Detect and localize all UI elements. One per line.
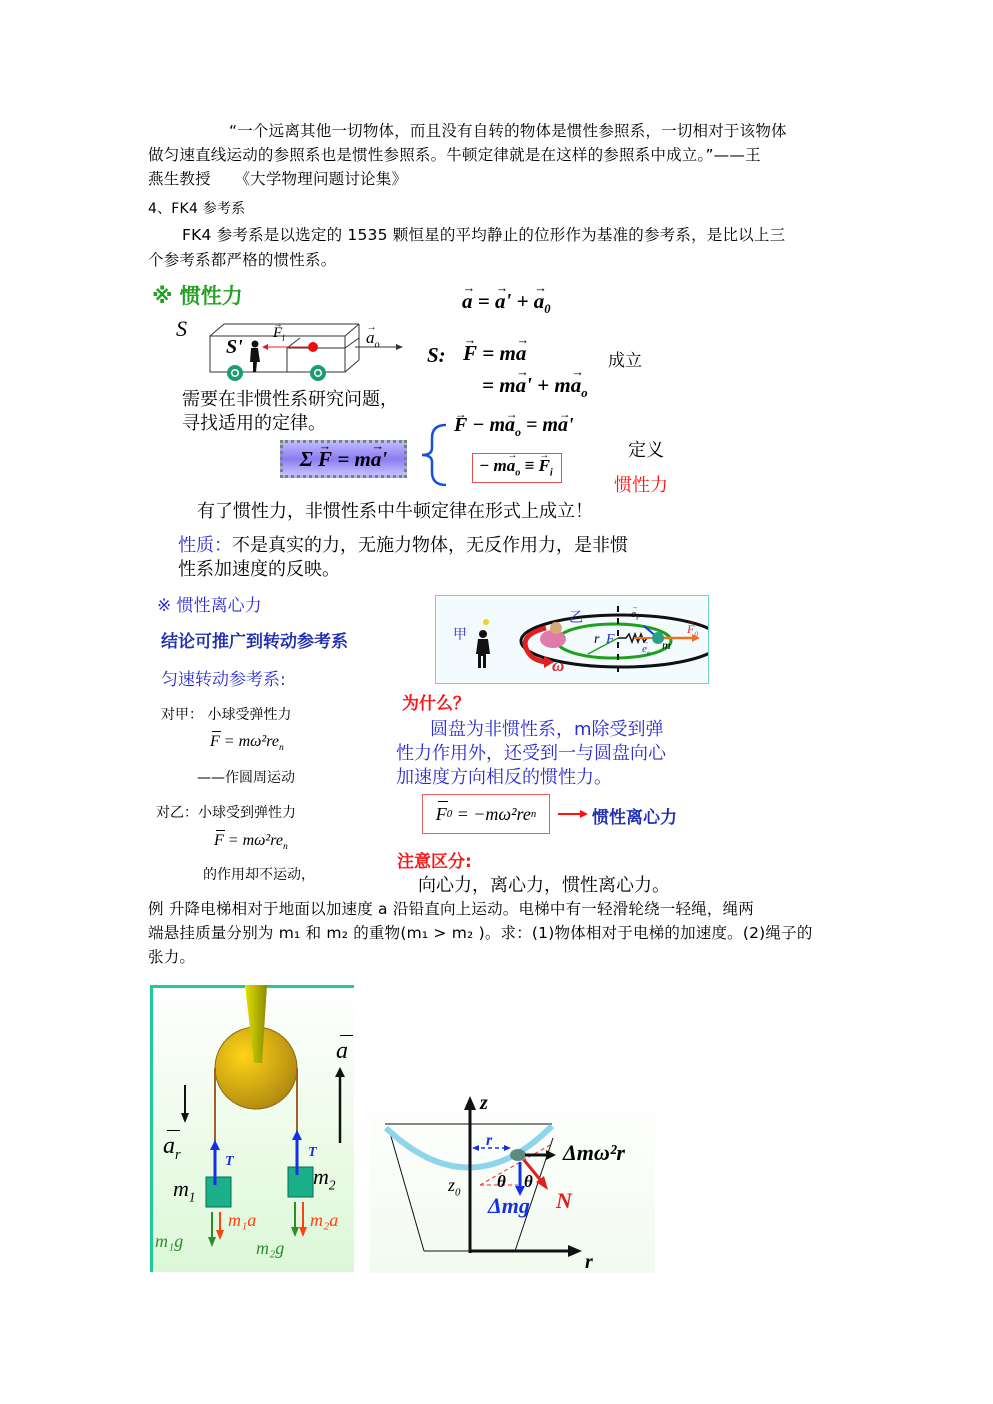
figure-label-yi: 乙 [569, 610, 583, 626]
pulley-label-a: a [336, 1038, 348, 1064]
property-line-2: 性系加速度的反映。 [178, 559, 340, 580]
quote-line-1: “一个远离其他一切物体，而且没有自转的物体是惯性参照系，一切相对于该物体 [229, 122, 787, 140]
brace-icon [418, 422, 450, 488]
normal-force-label: N [556, 1188, 572, 1213]
figure-label-e-n: → $e_n$ [642, 643, 650, 657]
pulley-label-T2: T [308, 1145, 317, 1160]
frame-s-prefix: S: [427, 343, 446, 367]
example-line-3: 张力。 [148, 948, 196, 966]
conclusion-text: 有了惯性力，非惯性系中牛顿定律在形式上成立！ [197, 501, 593, 522]
quote-line-3: 燕生教授 《大学物理问题讨论集》 [148, 170, 408, 188]
quote-line-2: 做匀速直线运动的参照系也是惯性参照系。牛顿定律就是在这样的参照系中成立。”——王 [148, 146, 761, 164]
need-line-1: 需要在非惯性系研究问题， [182, 389, 398, 410]
pulley-figure [150, 985, 354, 1272]
figure-label-e-tau: → $e_\tau$ [631, 608, 638, 622]
newton-law-s: → F = m→ a [463, 341, 526, 366]
frame-label-s: S [176, 316, 187, 341]
z0-label: $z_0$ [448, 1175, 461, 1199]
why-label: 为什么？ [402, 694, 470, 714]
acceleration-equation: → a = → a' + → $a_0$ [462, 289, 551, 317]
car-frame-label: S' [226, 336, 243, 358]
spring-force-equation-yi: $F = m\omega^2re_n$ [214, 832, 288, 853]
figure-label-F0: → $F_0$ [687, 622, 698, 638]
define-label: 定义 [628, 440, 664, 461]
spring-force-equation-jia: $F = m\omega^2re_n$ [210, 733, 284, 754]
generalize-text: 结论可推广到转动参考系 [161, 632, 348, 652]
uniform-rotation-label: 匀速转动参考系: [161, 670, 286, 690]
car-acceleration-label: → $a_o$ [366, 328, 380, 350]
example-line-1: 例 升降电梯相对于地面以加速度 a 沿铅直向上运动。电梯中有一轻滑轮绕一轻绳，绳两 [148, 900, 754, 918]
pulley-label-m2: $m_2$ [313, 1164, 336, 1193]
theta-label-2: θ [524, 1172, 533, 1191]
holds-label: 成立 [608, 351, 642, 371]
figure-label-r: r [594, 632, 600, 647]
rotating-disc-figure [435, 595, 709, 684]
fk4-line-1: FK4 参考系是以选定的 1535 颗恒星的平均静止的位形作为基准的参考系，是比以上三 [182, 226, 786, 244]
arrow-right-icon [556, 808, 590, 820]
centrifugal-force-label: Δmω²r [563, 1140, 625, 1165]
radius-label: r [486, 1132, 493, 1149]
theta-label-1: θ [497, 1172, 506, 1191]
pulley-label-m1: $m_1$ [173, 1176, 196, 1205]
centrifugal-force-equation-box: F 0 = −mω²re n [422, 794, 550, 834]
figure-label-F: F [606, 632, 615, 647]
car-inertial-force-label: → $F_i$ [273, 325, 285, 343]
for-yi-text: 对乙：小球受到弹性力 [156, 805, 296, 821]
explain-line-2: 性力作用外，还受到一与圆盘向心 [396, 743, 666, 764]
note-text: 向心力，离心力，惯性离心力。 [418, 875, 670, 896]
no-motion-text: 的作用却不运动， [203, 867, 315, 883]
brace-equation-1: → $F - m\to a_o = m\to a'$ [454, 414, 574, 440]
pulley-label-m1g: m₁g [155, 1231, 184, 1251]
inertial-force-title: ※ 惯性力 [152, 284, 243, 308]
gravity-label: Δmg [488, 1193, 530, 1218]
pulley-label-m2g: m₂g [256, 1238, 285, 1258]
inertial-force-label: 惯性力 [614, 475, 668, 496]
pulley-label-m1a: m₁a [228, 1210, 257, 1230]
inertial-force-definition-box: − $m\to a_o$ ≡ → $F_i$ [472, 453, 562, 483]
figure-label-omega: ω [552, 656, 565, 675]
rotating-bucket-figure [370, 1088, 655, 1273]
centrifugal-force-label: 惯性离心力 [592, 808, 677, 828]
pulley-label-T1: T [225, 1154, 234, 1169]
circular-motion-text: ——作圆周运动 [197, 770, 295, 786]
explain-line-1: 圆盘为非惯性系，m除受到弹 [430, 719, 664, 740]
fk4-line-2: 个参考系都严格的惯性系。 [148, 251, 337, 269]
figure-label-m: m [662, 638, 671, 652]
explain-line-3: 加速度方向相反的惯性力。 [396, 767, 612, 788]
pulley-label-ar: $a_r$ [163, 1133, 181, 1163]
note-label: 注意区分: [397, 852, 472, 872]
need-line-2: 寻找适用的定律。 [182, 413, 326, 434]
axis-label-r: r [585, 1251, 593, 1273]
section-heading-fk4: 4、FK4 参考系 [148, 201, 246, 217]
example-line-2: 端悬挂质量分别为 m₁ 和 m₂ 的重物(m₁ > m₂ )。求：(1)物体相对于电梯的加速度。(2)绳子的 [148, 924, 813, 942]
for-jia-text: 对甲： 小球受弹性力 [161, 707, 292, 723]
sum-force-box: Σ → F = m → a ' [280, 440, 407, 478]
figure-label-jia: 甲 [453, 627, 467, 643]
newton-law-expanded: = $m\to a' + m\to a_o$ [482, 373, 588, 401]
axis-label-z: z [480, 1092, 488, 1114]
property-line-1: 性质：不是真实的力，无施力物体，无反作用力，是非惯 [178, 535, 628, 556]
pulley-label-m2a: m₂a [310, 1210, 339, 1230]
centrifugal-title: ※ 惯性离心力 [157, 596, 262, 616]
